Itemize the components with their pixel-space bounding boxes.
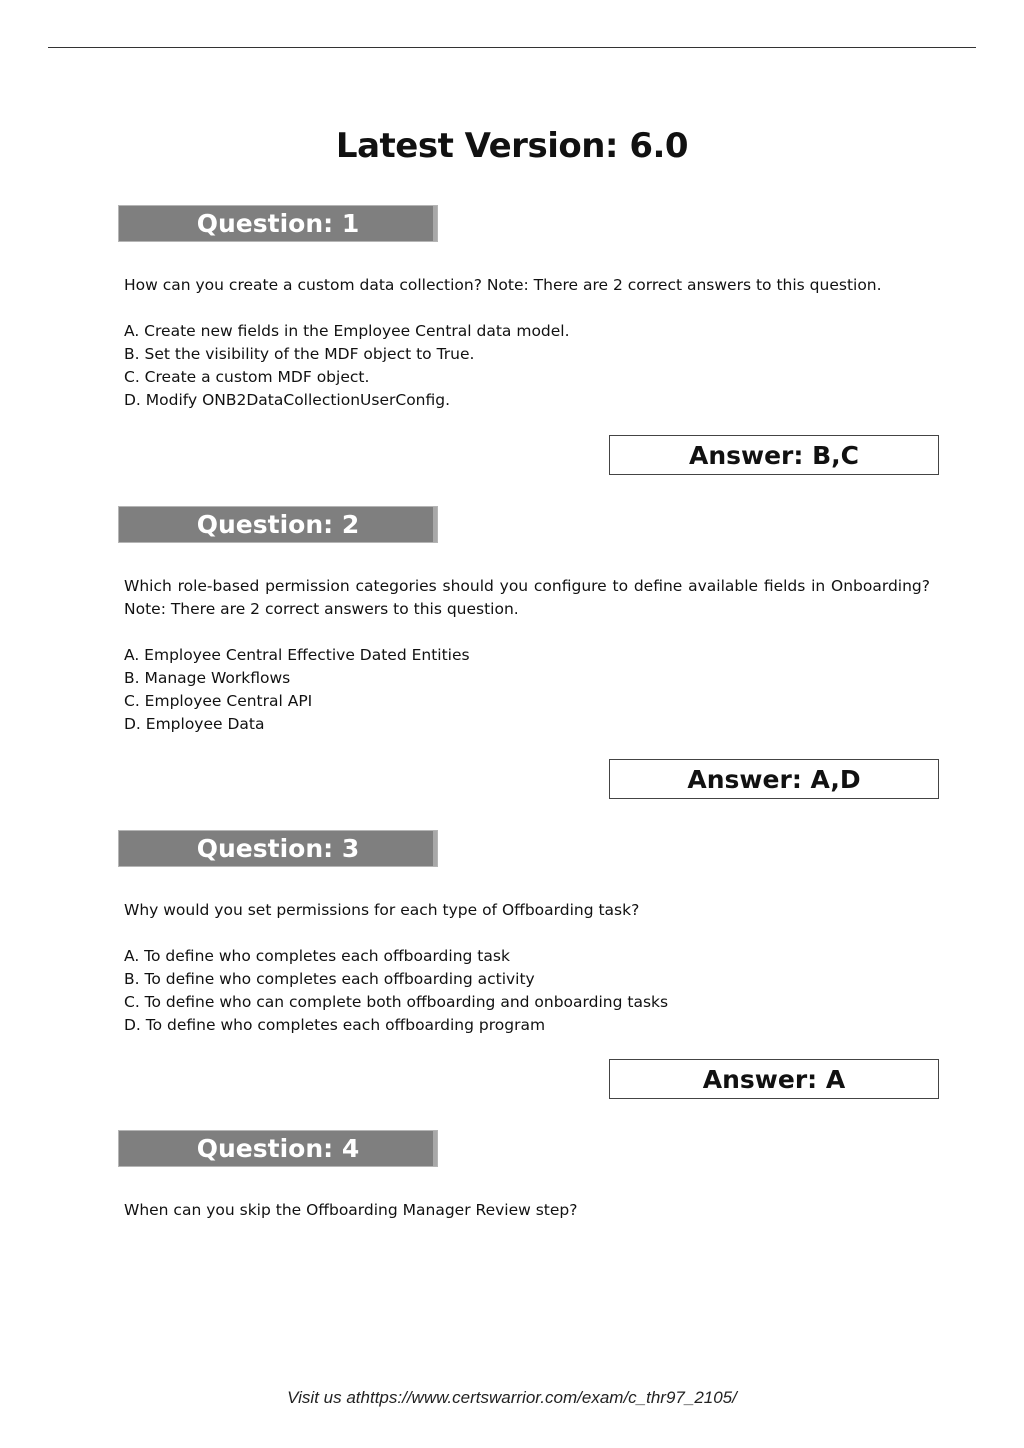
top-divider (48, 47, 976, 48)
option-a: A. Create new fields in the Employee Central data model. (124, 322, 570, 340)
option-b: B. Set the visibility of the MDF object to True. (124, 345, 475, 363)
question-3-text (124, 899, 930, 922)
question-1-header: Question: 1 (118, 205, 438, 242)
question-2-header: Question: 2 (118, 506, 438, 543)
question-4-header: Question: 4 (118, 1130, 438, 1167)
question-1-text (124, 274, 930, 297)
option-c: C. Create a custom MDF object. (124, 368, 370, 386)
footer-link[interactable]: Visit us athttps://www.certswarrior.com/exam/c_thr97_2105/ (287, 1388, 737, 1407)
option-c: C. To define who can complete both offboarding and onboarding tasks (124, 993, 669, 1011)
question-3-options (124, 945, 668, 1037)
question-text-line: Note: There are 2 correct answers to this question. (124, 600, 519, 618)
option-b: B. To define who completes each offboarding activity (124, 970, 535, 988)
option-a: A. Employee Central Effective Dated Entities (124, 646, 470, 664)
question-1-options (124, 320, 570, 412)
question-1-answer: Answer: B,C (609, 435, 939, 475)
page-title: Latest Version: 6.0 (335, 126, 689, 166)
option-b: B. Manage Workflows (124, 669, 291, 687)
question-2-answer: Answer: A,D (609, 759, 939, 799)
question-text-line: Which role-based permission categories should you configure to define available fields in Onboarding? (124, 577, 930, 595)
question-3-answer: Answer: A (609, 1059, 939, 1099)
option-d: D. Employee Data (124, 715, 265, 733)
question-2-options (124, 644, 470, 736)
option-c: C. Employee Central API (124, 692, 313, 710)
option-d: D. To define who completes each offboarding program (124, 1016, 546, 1034)
question-2-text (124, 575, 930, 621)
question-text-line: When can you skip the Offboarding Manager Review step? (124, 1201, 578, 1219)
question-text-line: Why would you set permissions for each type of Offboarding task? (124, 901, 640, 919)
question-4-text (124, 1199, 930, 1222)
option-d: D. Modify ONB2DataCollectionUserConfig. (124, 391, 451, 409)
question-3-header: Question: 3 (118, 830, 438, 867)
option-a: A. To define who completes each offboarding task (124, 947, 510, 965)
question-text-line: How can you create a custom data collection? Note: There are 2 correct answers to this question. (124, 276, 882, 294)
